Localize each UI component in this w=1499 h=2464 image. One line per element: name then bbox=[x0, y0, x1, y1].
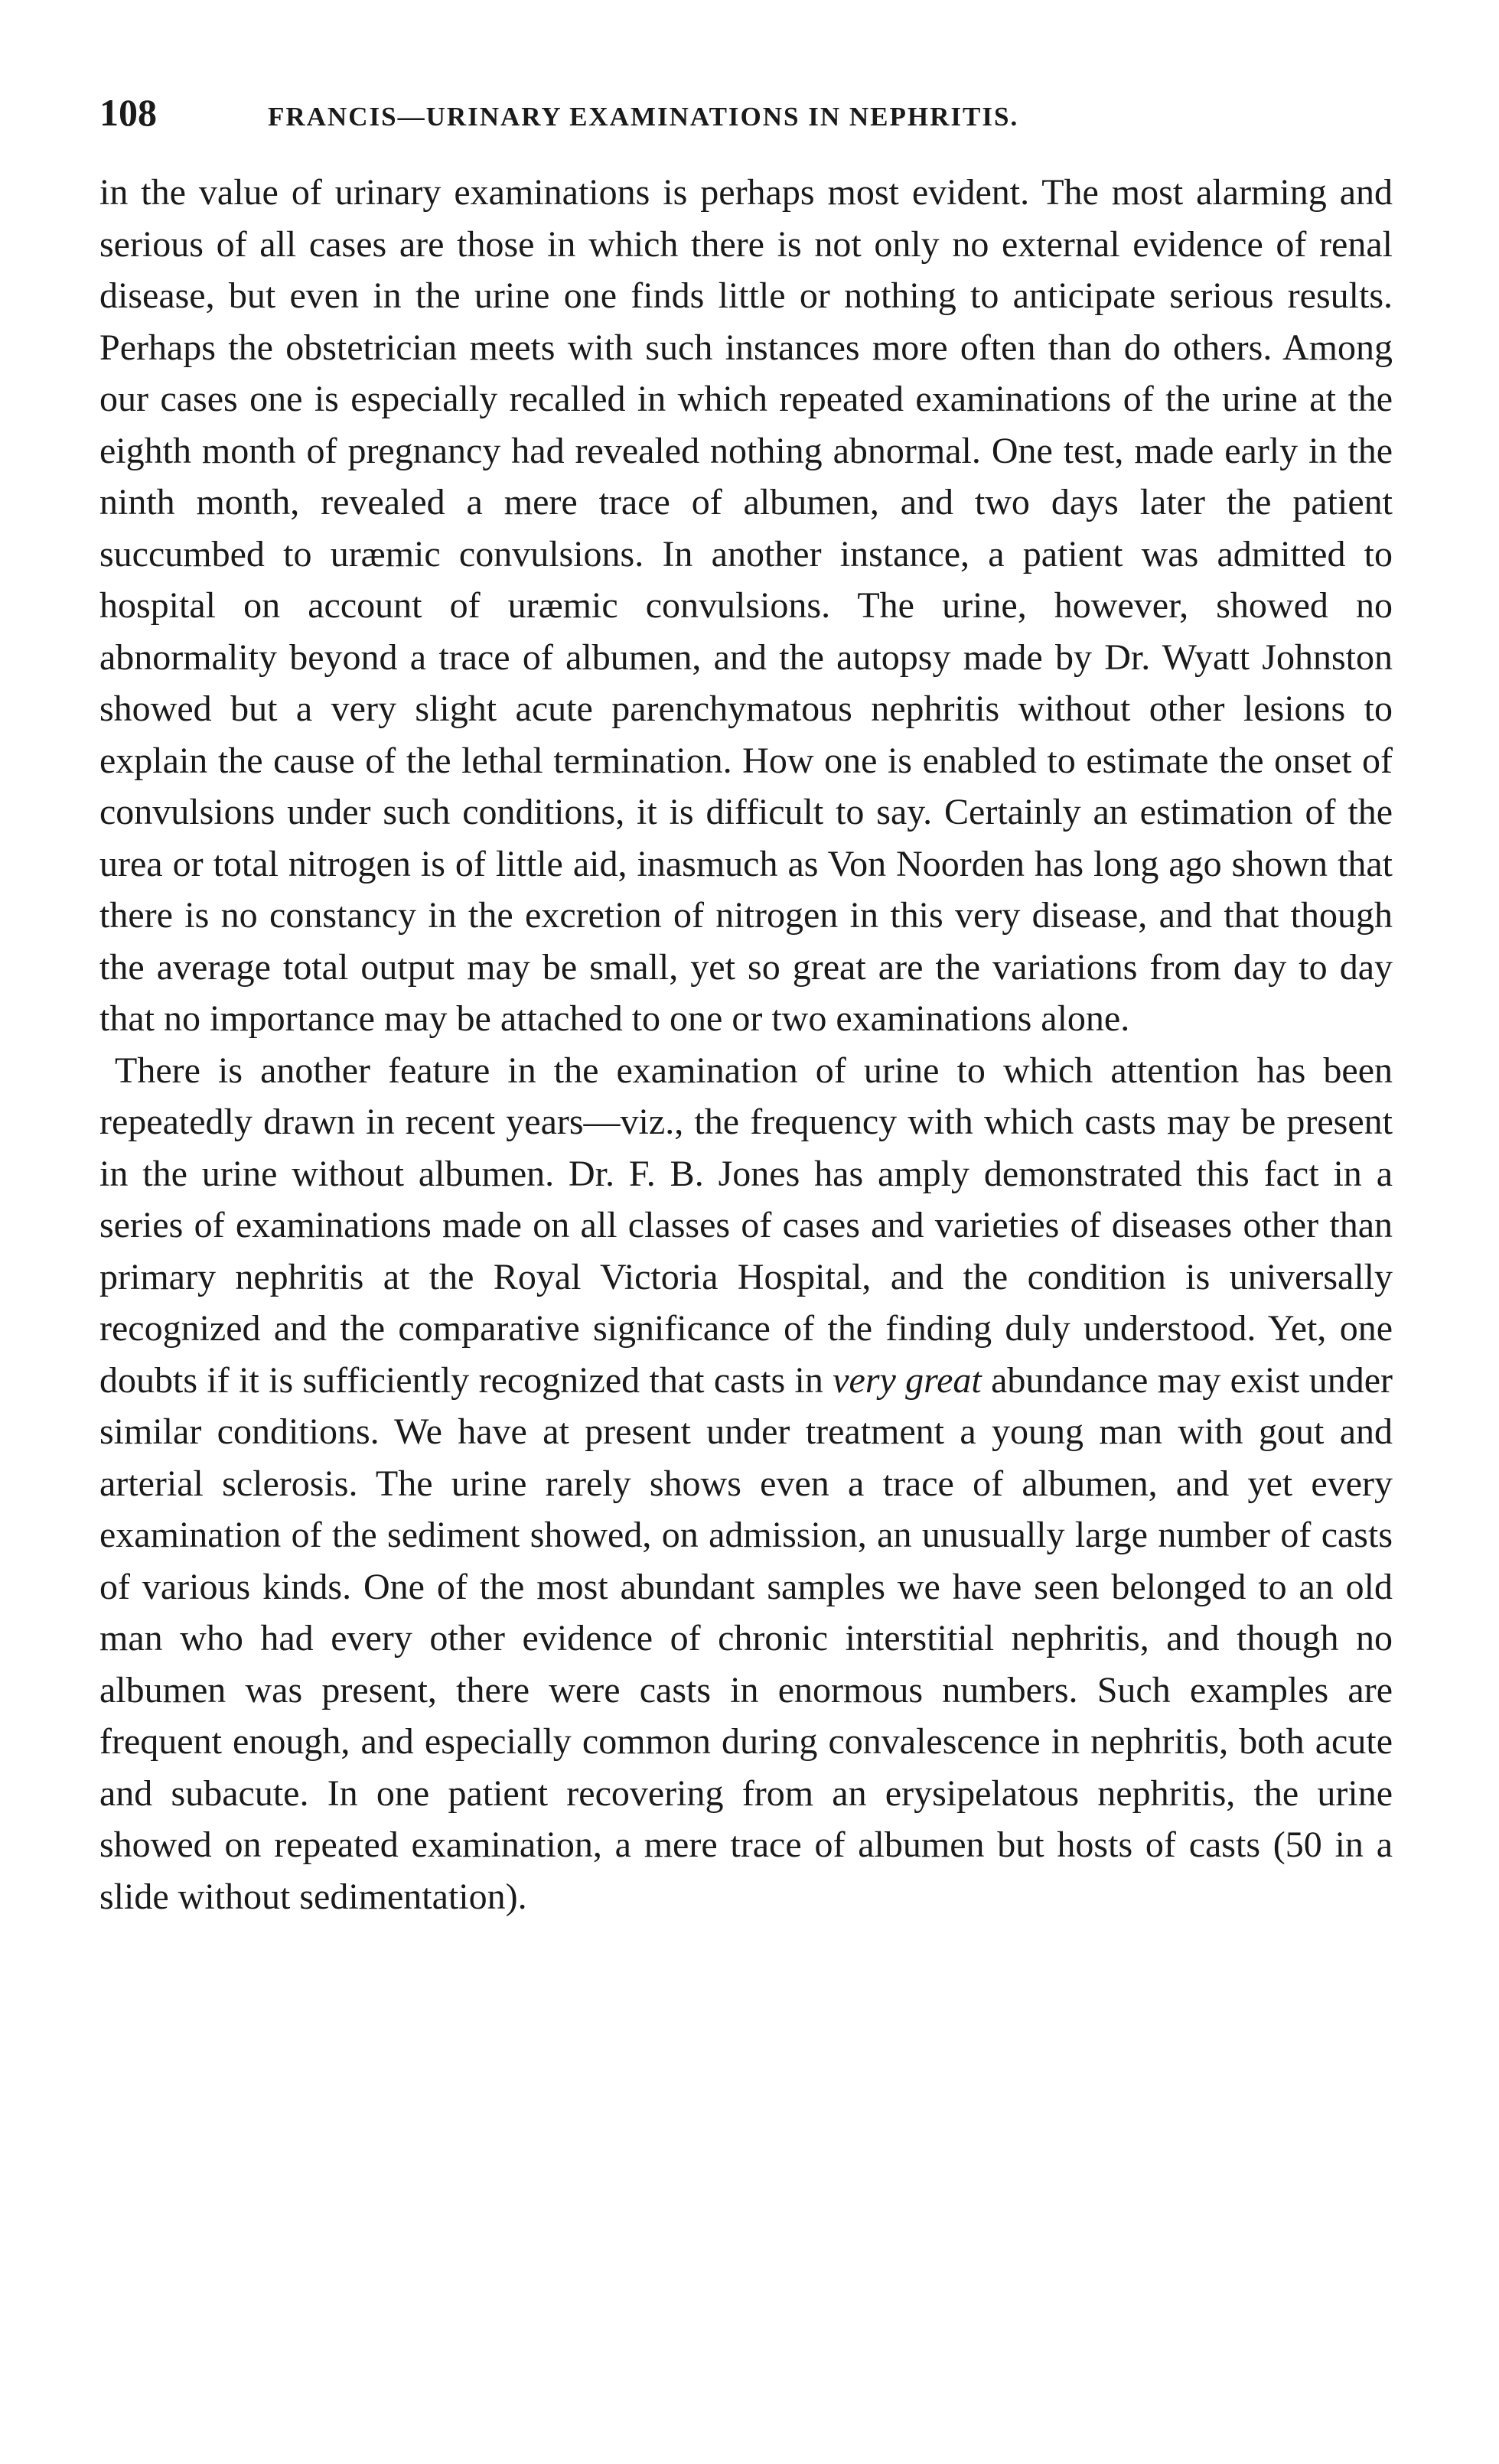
book-page bbox=[99, 90, 1393, 1922]
body-text bbox=[99, 167, 1393, 1922]
paragraph-2 bbox=[99, 1045, 1393, 1923]
paragraph-2-text-a: There is another feature in the examination of urine to which attention has been repeatedly drawn in recent years—viz., the frequency with which casts may be present in the urine without albumen. Dr. F. B. Jones has amply demonstrated this fact in a series of examinations made on all classes of cases and varieties of diseases other than primary nephritis at the Royal Victoria Hospital, and the condition is universally recognized and the comparative significance of the finding duly understood. Yet, one doubts if it is sufficiently recognized that casts in bbox=[99, 1050, 1393, 1401]
paragraph-2-italic: very great bbox=[833, 1359, 982, 1401]
paragraph-1: in the value of urinary examinations is perhaps most evident. The most alarming and serious of all cases are those in which there is not only no external evidence of renal disease, but even in the urine one finds little or nothing to anticipate serious results. Perhaps the obstetrician meets with such instances more often than do others. Among our cases one is especially recalled in which repeated examinations of the urine at the eighth month of pregnancy had revealed nothing abnormal. One test, made early in the ninth month, revealed a mere trace of albumen, and two days later the patient succumbed to uræmic convulsions. In another instance, a patient was admitted to hospital on account of uræmic convulsions. The urine, however, showed no abnormality beyond a trace of albumen, and the autopsy made by Dr. Wyatt Johnston showed but a very slight acute parenchymatous nephritis without other lesions to explain the cause of the lethal termination. How one is enabled to estimate the onset of convulsions under such conditions, it is difficult to say. Certainly an estimation of the urea or total nitrogen is of little aid, inasmuch as Von Noorden has long ago shown that there is no constancy in the excretion of nitrogen in this very disease, and that though the average total output may be small, yet so great are the variations from day to day that no importance may be attached to one or two examinations alone. bbox=[99, 172, 1393, 1039]
paragraph-2-text-b: abundance may exist under similar conditions. We have at present under treatment a young man with gout and arterial sclerosis. The urine rarely shows even a trace of albumen, and yet every examination of the sediment showed, on admission, an unusually large number of casts of various kinds. One of the most abundant samples we have seen belonged to an old man who had every other evidence of chronic interstitial nephritis, and though no albumen was present, there were casts in enormous numbers. Such examples are frequent enough, and especially common during convalescence in nephritis, both acute and subacute. In one patient recovering from an erysipelatous nephritis, the urine showed on repeated examination, a mere trace of albumen but hosts of casts (50 in a slide without sedimentation). bbox=[99, 1359, 1393, 1917]
running-title: FRANCIS—URINARY EXAMINATIONS IN NEPHRITIS. bbox=[268, 102, 1019, 132]
page-number: 108 bbox=[99, 91, 157, 134]
running-head bbox=[99, 90, 1393, 136]
